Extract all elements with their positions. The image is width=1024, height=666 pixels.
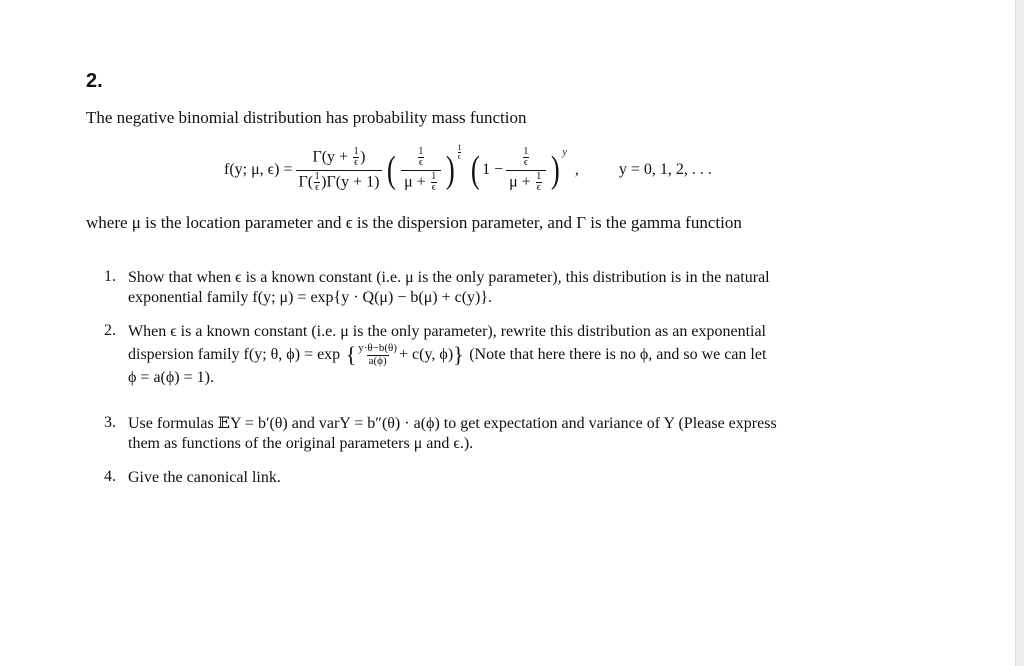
question-2-line-3: ϕ = a(ϕ) = 1). [128, 369, 214, 386]
eps-a: ϵ [354, 157, 359, 168]
question-3-line-2: them as functions of the original parameters μ and ϵ.). [128, 435, 474, 452]
power-y: y [562, 146, 567, 158]
one-e: 1 [457, 142, 462, 152]
eq-lhs: f(y; μ, ϵ) = [224, 161, 293, 178]
one-g: 1 [536, 170, 542, 182]
one-d: 1 [431, 170, 437, 182]
gamma-den-mid: )Γ(y + 1) [321, 173, 380, 191]
one-b: 1 [314, 170, 320, 182]
dispersion-fraction [358, 343, 397, 367]
question-number: 3. [104, 414, 116, 431]
left-paren-2: ( [471, 149, 481, 191]
question-2-line-2c: (Note that here there is no ϕ, and so we can let [469, 346, 767, 363]
gamma-den: Γ( [298, 173, 314, 191]
right-brace: } [453, 342, 470, 367]
question-2-line-2b: + c(y, ϕ) [398, 346, 454, 363]
left-brace: { [340, 342, 357, 367]
question-2-line-1: When ϵ is a known constant (i.e. μ is the only parameter), rewrite this distribution as an exponential [128, 323, 766, 340]
eps-g: ϵ [536, 182, 541, 193]
pmf-equation [224, 140, 712, 200]
fraction-denominator: a(ϕ) [368, 354, 387, 367]
gamma-fraction: Γ(y + $\frac{1}{\epsilon}$ ) Γ( $\frac{1}{\epsilon}$ )Γ(y + 1) [296, 147, 383, 194]
eps-c: ϵ [418, 157, 423, 168]
vertical-scrollbar[interactable] [1015, 0, 1024, 666]
left-paren-1: ( [387, 149, 397, 191]
question-number: 2. [104, 322, 116, 339]
one-c: 1 [418, 145, 424, 157]
question-2-line-2a: dispersion family f(y; θ, ϕ) = exp [128, 346, 341, 363]
problem-number: 2. [86, 70, 103, 92]
eps-d: ϵ [431, 182, 436, 193]
eps-f: ϵ [523, 157, 528, 168]
fraction-numerator: y·θ−b(θ) [358, 341, 397, 354]
support-set: y = 0, 1, 2, . . . [618, 161, 712, 178]
right-paren-2: ) [550, 149, 560, 191]
mu-plus-1: μ + [404, 173, 430, 191]
question-3-line-1: Use formulas 𝔼Y = b′(θ) and varY = b″(θ) · a(ϕ) to get expectation and variance of Y (Please express [128, 415, 777, 432]
mu-plus-2: μ + [509, 173, 535, 191]
power-one-over-eps [457, 144, 461, 161]
intro-text: The negative binomial distribution has probability mass function [86, 108, 527, 127]
eps-e: ϵ [457, 151, 462, 161]
right-paren-1: ) [445, 149, 455, 191]
ratio-fraction-1 [401, 147, 441, 194]
question-number: 4. [104, 468, 116, 485]
ratio-fraction-2 [506, 147, 546, 194]
question-4-line-1: Give the canonical link. [128, 469, 281, 486]
one-f: 1 [523, 145, 529, 157]
where-text: where μ is the location parameter and ϵ is the dispersion parameter, and Γ is the gamma function [86, 213, 742, 232]
one-a: 1 [353, 145, 359, 157]
gamma-num: Γ(y + [312, 148, 353, 166]
question-number: 1. [104, 268, 116, 285]
eps-b: ϵ [315, 182, 320, 193]
question-1-line-1: Show that when ϵ is a known constant (i.e. μ is the only parameter), this distribution is in the natural [128, 269, 770, 286]
eq-comma: , [574, 161, 579, 178]
question-1-line-2: exponential family f(y; μ) = exp{y · Q(μ) − b(μ) + c(y)}. [128, 289, 493, 306]
one-minus: 1 − [482, 161, 504, 178]
